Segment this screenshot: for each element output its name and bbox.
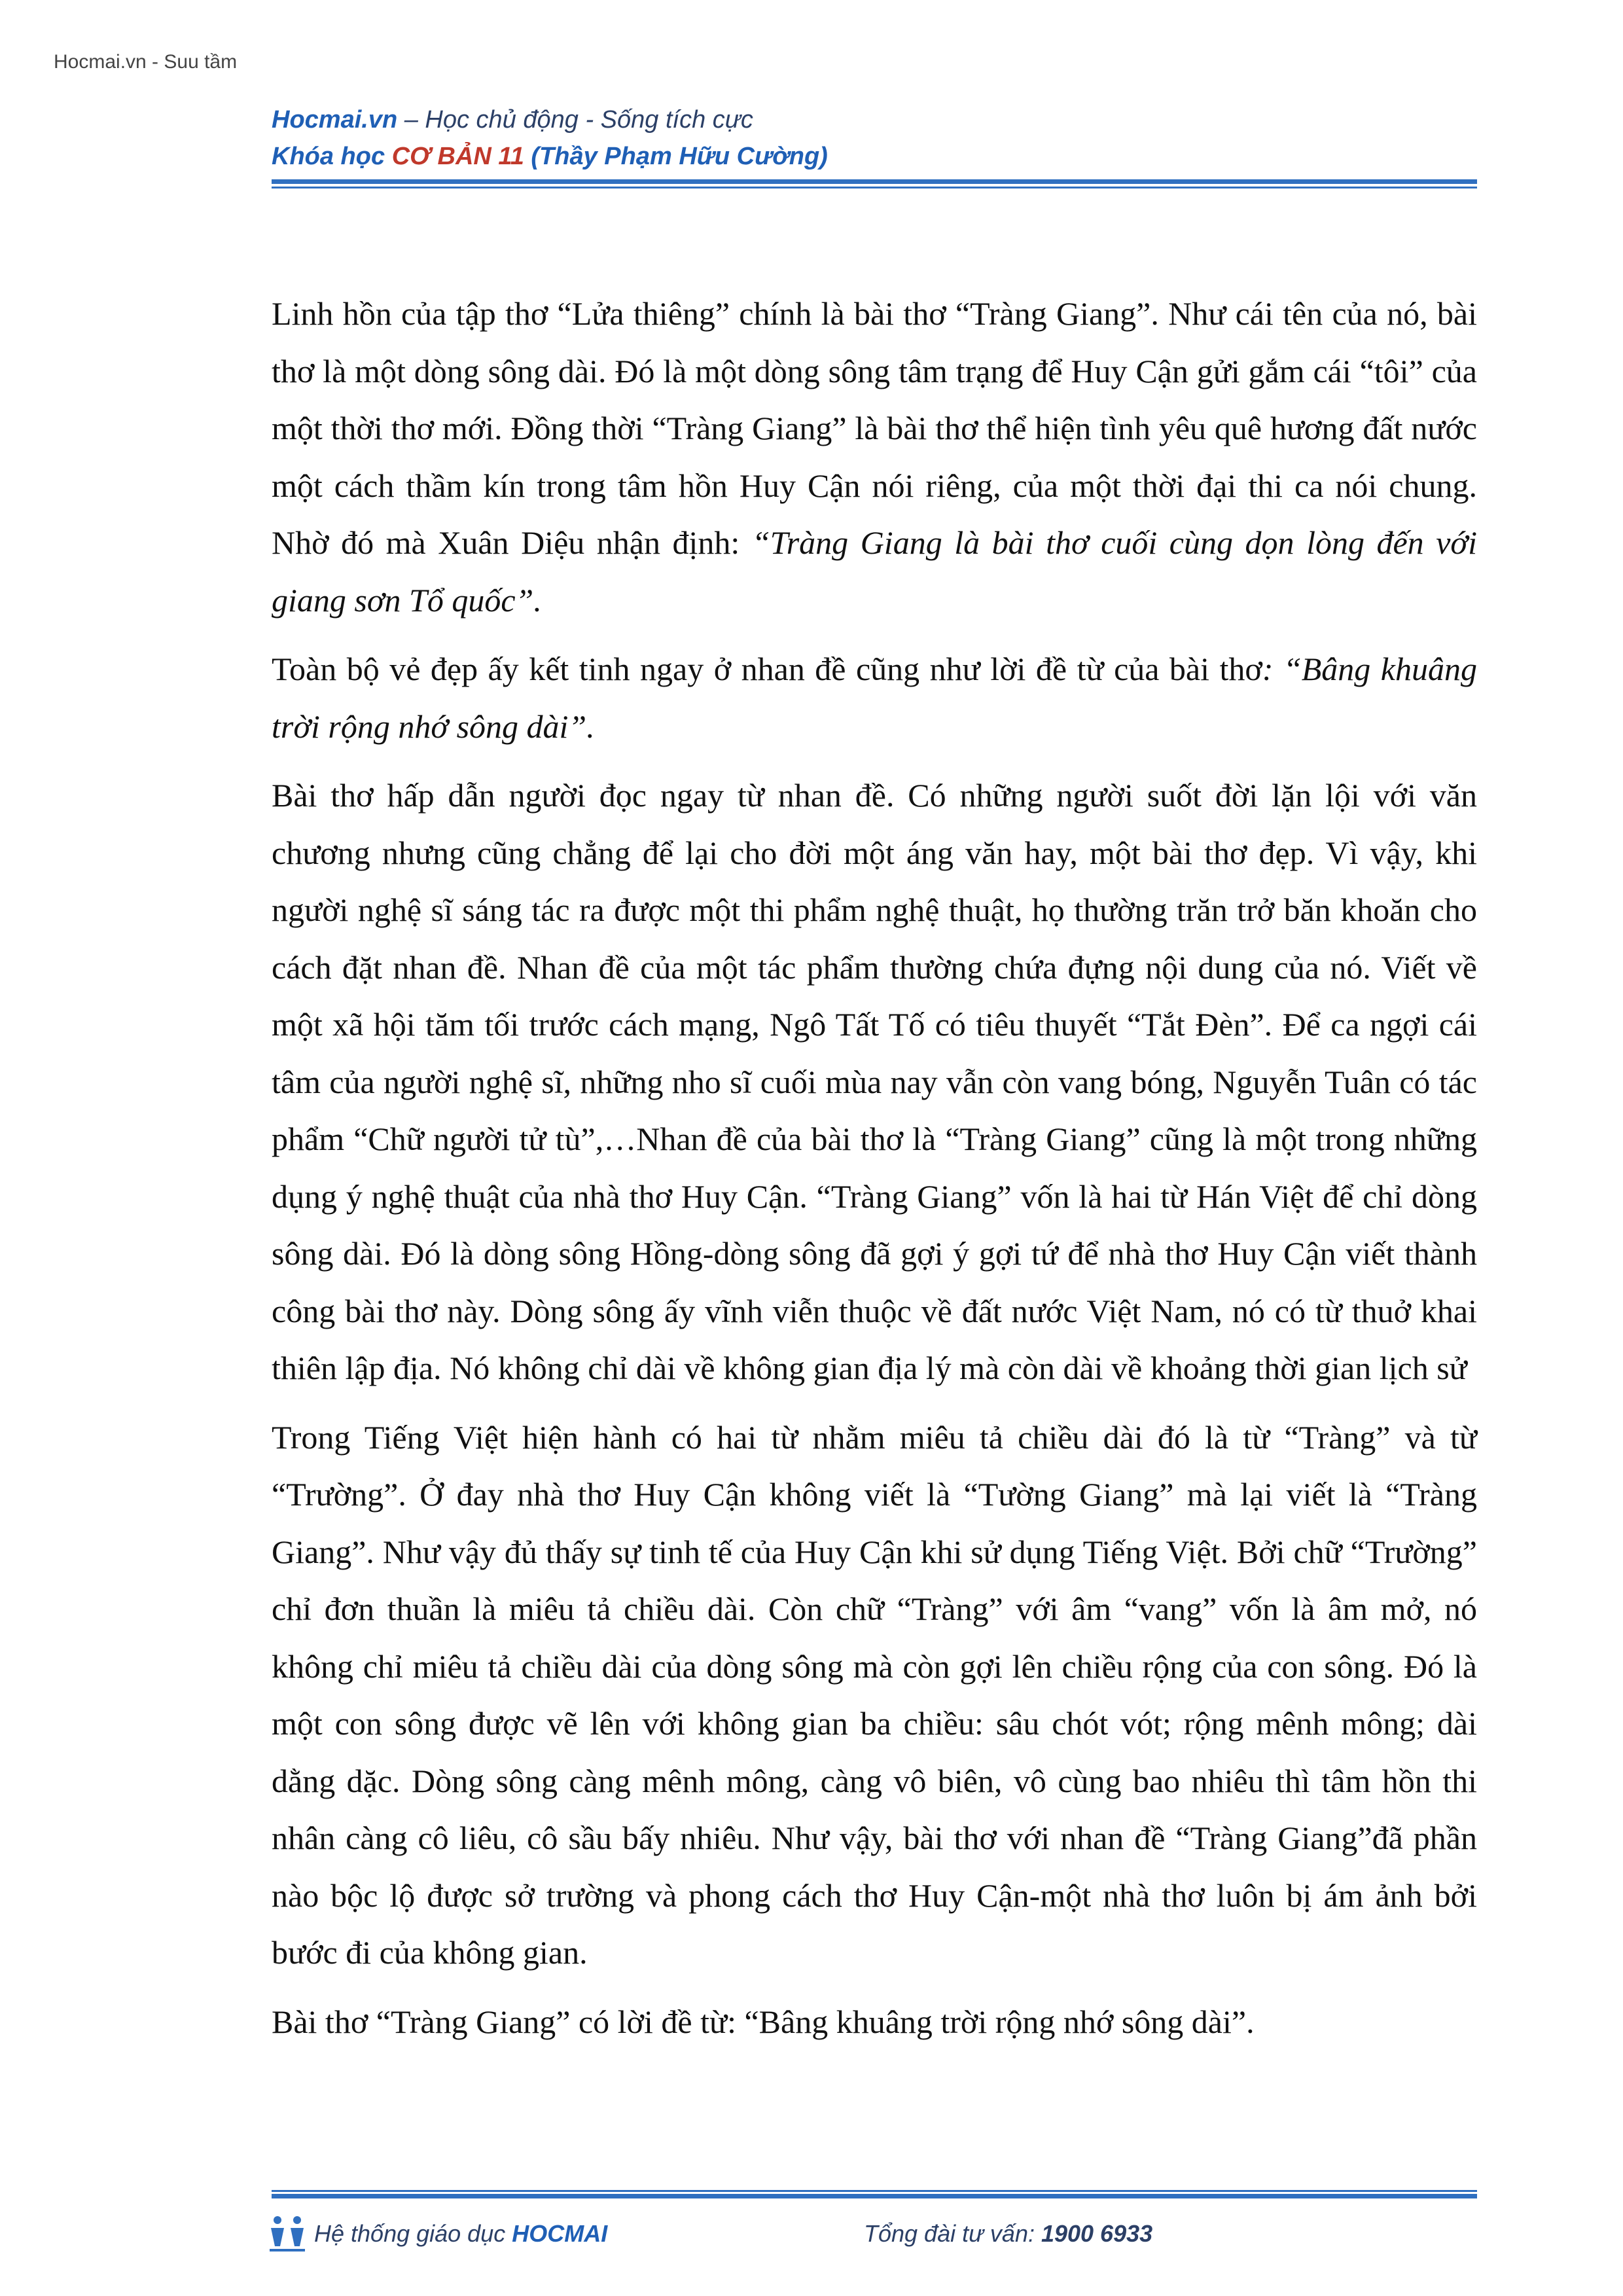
- footer-right: [864, 2220, 1152, 2248]
- header-brand: Hocmai.vn: [272, 106, 398, 134]
- course-teacher: (Thầy Phạm Hữu Cường): [524, 143, 828, 170]
- footer-hotline-label: Tổng đài tư vấn:: [864, 2220, 1041, 2247]
- header-line-2: [272, 143, 828, 171]
- paragraph-1: [272, 285, 1477, 629]
- paragraph-2: [272, 641, 1477, 755]
- course-name: CƠ BẢN 11: [391, 143, 524, 170]
- paragraph-3: Bài thơ hấp dẫn người đọc ngay từ nhan đề. Có những người suốt đời lặn lội với văn chương nhưng cũng chẳng để lại cho đời một áng văn hay, một bài thơ đẹp. Vì vậy, khi người nghệ sĩ sáng tác ra được một thi phẩm nghệ thuật, họ thường trăn trở băn khoăn cho cách đặt nhan đề. Nhan đề của một tác phẩm thường chứa đựng nội dung của nó. Viết về một xã hội tăm tối trước cách mạng, Ngô Tất Tố có tiêu thuyết “Tắt Đèn”. Để ca ngợi cái tâm của người nghệ sĩ, những nho sĩ cuối mùa nay vẫn còn vang bóng, Nguyễn Tuân có tác phẩm “Chữ người tử tù”,…Nhan đề của bài thơ là “Tràng Giang” cũng là một trong những dụng ý nghệ thuật của nhà thơ Huy Cận. “Tràng Giang” vốn là hai từ Hán Việt để chỉ dòng sông dài. Đó là dòng sông Hồng-dòng sông đã gợi ý gợi tứ để nhà thơ Huy Cận viết thành công bài thơ này. Dòng sông ấy vĩnh viễn thuộc về đất nước Việt Nam, nó có từ thuở khai thiên lập địa. Nó không chỉ dài về không gian địa lý mà còn dài về khoảng thời gian lịch sử: [272, 777, 1477, 1386]
- paragraph-1-text: Linh hồn của tập thơ “Lửa thiêng” chính là bài thơ “Tràng Giang”. Như cái tên của nó, bài thơ là một dòng sông dài. Đó là một dòng sông tâm trạng để Huy Cận gửi gắm cái “tôi” của một thời thơ mới. Đồng thời “Tràng Giang” là bài thơ thể hiện tình yêu quê hương đất nước một cách thầm kín trong tâm hồn Huy Cận nói riêng, của một thời đại thi ca nói chung. Nhờ đó mà Xuân Diệu nhận định:: [272, 295, 1477, 561]
- header-line-1: [272, 106, 753, 134]
- footer-left: [314, 2220, 607, 2248]
- paragraph-5: Bài thơ “Tràng Giang” có lời đề từ: “Bâng khuâng trời rộng nhớ sông dài”.: [272, 2003, 1255, 2040]
- watermark: Hocmai.vn - Suu tầm: [54, 51, 238, 73]
- paragraph-2-quote: : “Bâng khuâng trời rộng nhớ sông dài”.: [272, 651, 1477, 745]
- hocmai-logo-icon: [268, 2214, 306, 2253]
- paragraph-1-quote: “Tràng Giang là bài thơ cuối cùng dọn lòng đến với giang sơn Tổ quốc”.: [272, 524, 1477, 619]
- footer-hotline-number: 1900 6933: [1041, 2220, 1153, 2247]
- footer-brand: HOCMAI: [512, 2220, 608, 2247]
- document-body: [272, 285, 1477, 2062]
- paragraph-2-text: Toàn bộ vẻ đẹp ấy kết tinh ngay ở nhan đề cũng như lời đề từ của bài thơ: [272, 651, 1262, 687]
- course-prefix: Khóa học: [272, 143, 392, 170]
- footer-rule-thin: [272, 2190, 1477, 2192]
- footer-rule-thick: [272, 2194, 1477, 2198]
- header-rule-thin: [272, 187, 1477, 188]
- paragraph-4: Trong Tiếng Việt hiện hành có hai từ nhằm miêu tả chiều dài đó là từ “Tràng” và từ “Trường”. Ở đay nhà thơ Huy Cận không viết là “Tường Giang” mà lại viết là “Tràng Giang”. Như vậy đủ thấy sự tinh tế của Huy Cận khi sử dụng Tiếng Việt. Bởi chữ “Trường” chỉ đơn thuần là miêu tả chiều dài. Còn chữ “Tràng” với âm “vang” vốn là âm mở, nó không chỉ miêu tả chiều dài của dòng sông mà còn gợi lên chiều rộng của con sông. Đó là một con sông được vẽ lên với không gian ba chiều: sâu chót vót; rộng mênh mông; dài dằng dặc. Dòng sông càng mênh mông, càng vô biên, vô cùng bao nhiêu thì tâm hồn thi nhân càng cô liêu, cô sầu bấy nhiêu. Như vậy, bài thơ với nhan đề “Tràng Giang”đã phần nào bộc lộ được sở trường và phong cách thơ Huy Cận-một nhà thơ luôn bị ám ảnh bởi bước đi của không gian.: [272, 1418, 1477, 1971]
- header-slogan: – Học chủ động - Sống tích cực: [397, 106, 753, 134]
- footer-system-label: Hệ thống giáo dục: [314, 2220, 512, 2247]
- header-rule-thick: [272, 179, 1477, 184]
